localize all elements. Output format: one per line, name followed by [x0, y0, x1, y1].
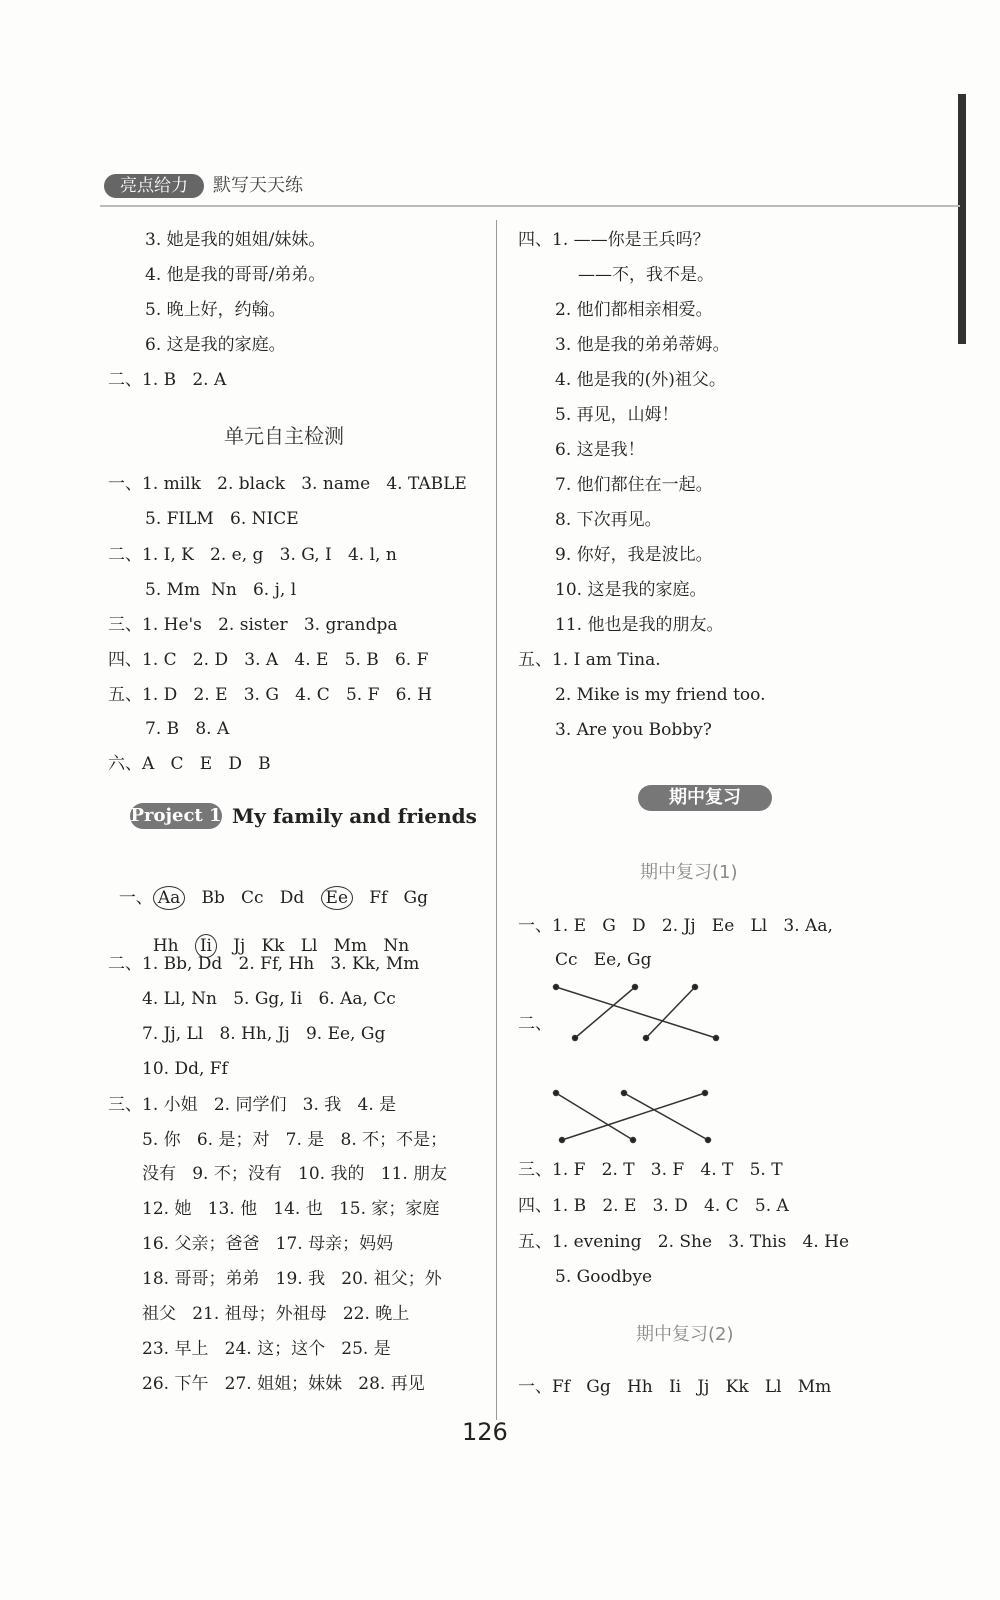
- answer-line: 4. 他是我的(外)祖父。: [555, 370, 726, 390]
- answer-line: 没有 9. 不；没有 10. 我的 11. 朋友: [142, 1164, 448, 1184]
- match-dot: [693, 985, 698, 990]
- answer-line: 5. 你 6. 是；对 7. 是 8. 不；不是；: [142, 1130, 448, 1150]
- match-dot: [554, 985, 559, 990]
- answer-line: 祖父 21. 祖母；外祖母 22. 晚上: [142, 1304, 410, 1324]
- page-number: 126: [462, 1418, 508, 1446]
- match-dot: [714, 1036, 719, 1041]
- alphabet-line: [108, 862, 428, 910]
- answer-line: 4. 他是我的哥哥/弟弟。: [145, 265, 326, 285]
- letter: Gg: [403, 888, 429, 908]
- matching-line: [575, 987, 635, 1038]
- matching-line: [646, 987, 695, 1038]
- answer-line: 5. Mm Nn 6. j, l: [145, 580, 297, 600]
- answer-line: 三、1. He's 2. sister 3. grandpa: [108, 615, 398, 635]
- matching-lines-diagram: [540, 975, 740, 1150]
- answer-line: 2. 他们都相亲相爱。: [555, 300, 713, 320]
- answer-line: 二、1. I, K 2. e, g 3. G, I 4. l, n: [108, 545, 397, 565]
- answer-line: 10. 这是我的家庭。: [555, 580, 707, 600]
- match-dot: [631, 1138, 636, 1143]
- matching-line: [556, 987, 716, 1038]
- answer-line: 一、1. E G D 2. Jj Ee Ll 3. Aa,: [518, 916, 833, 936]
- column-divider: [496, 220, 497, 1420]
- answer-line: Cc Ee, Gg: [555, 950, 652, 970]
- letter: Cc: [241, 888, 264, 908]
- answer-line: 六、A C E D B: [108, 754, 271, 774]
- answer-line: 二、: [518, 1014, 552, 1034]
- circled-letter: Ee: [321, 886, 353, 910]
- page-edge-shadow: [958, 94, 966, 344]
- match-dot: [560, 1138, 565, 1143]
- answer-line: 12. 她 13. 他 14. 也 15. 家；家庭: [142, 1199, 440, 1219]
- letter: Bb: [201, 888, 225, 908]
- item-prefix: 一、: [118, 888, 153, 908]
- answer-line: 6. 这是我！: [555, 440, 645, 460]
- matching-line: [562, 1093, 705, 1140]
- alphabet-line: [142, 910, 409, 958]
- match-dot: [706, 1138, 711, 1143]
- letter: Hh: [152, 936, 179, 956]
- answer-line: 四、1. C 2. D 3. A 4. E 5. B 6. F: [108, 650, 429, 670]
- answer-line: 5. 晚上好，约翰。: [145, 300, 286, 320]
- answer-line: 五、1. evening 2. She 3. This 4. He: [518, 1232, 850, 1252]
- answer-line: 一、1. milk 2. black 3. name 4. TABLE: [108, 474, 467, 494]
- midterm-badge: 期中复习: [638, 785, 772, 811]
- answer-line: 9. 你好，我是波比。: [555, 545, 713, 565]
- answer-line: 一、Ff Gg Hh Ii Jj Kk Ll Mm: [518, 1377, 832, 1397]
- match-dot: [554, 1091, 559, 1096]
- circled-letter: Aa: [153, 886, 185, 910]
- letter: Ff: [369, 888, 388, 908]
- answer-line: 11. 他也是我的朋友。: [555, 615, 724, 635]
- answer-line: 三、1. F 2. T 3. F 4. T 5. T: [518, 1160, 783, 1180]
- match-dot: [622, 1091, 627, 1096]
- answer-line: 三、1. 小姐 2. 同学们 3. 我 4. 是: [108, 1095, 397, 1115]
- answer-line: 5. FILM 6. NICE: [145, 509, 299, 529]
- header-subtitle: 默写天天练: [213, 175, 303, 196]
- header-badge: 亮点给力: [104, 174, 204, 198]
- answer-line: 5. Goodbye: [555, 1267, 653, 1287]
- matching-line: [624, 1093, 708, 1140]
- letter: Dd: [279, 888, 305, 908]
- answer-line: 2. Mike is my friend too.: [555, 685, 766, 705]
- answer-line: 6. 这是我的家庭。: [145, 335, 286, 355]
- match-dot: [633, 985, 638, 990]
- match-dot: [644, 1036, 649, 1041]
- matching-line: [556, 1093, 633, 1140]
- match-dot: [703, 1091, 708, 1096]
- project-badge: Project 1: [130, 803, 222, 829]
- answer-line: 7. B 8. A: [145, 719, 230, 739]
- answer-line: 23. 早上 24. 这；这个 25. 是: [142, 1339, 391, 1359]
- answer-line: 3. Are you Bobby?: [555, 720, 712, 740]
- answer-line: 18. 哥哥；弟弟 19. 我 20. 祖父；外: [142, 1269, 442, 1289]
- answer-line: 10. Dd, Ff: [142, 1059, 228, 1079]
- answer-line: 3. 他是我的弟弟蒂姆。: [555, 335, 730, 355]
- answer-line: 4. Ll, Nn 5. Gg, Ii 6. Aa, Cc: [142, 989, 396, 1009]
- answer-line: 五、1. D 2. E 3. G 4. C 5. F 6. H: [108, 685, 433, 705]
- project-title: My family and friends: [232, 804, 477, 828]
- section-title-review-2: 期中复习(2): [636, 1324, 734, 1345]
- answer-line: 四、1. B 2. E 3. D 4. C 5. A: [518, 1196, 789, 1216]
- answer-line: 7. Jj, Ll 8. Hh, Jj 9. Ee, Gg: [142, 1024, 386, 1044]
- section-title-unit-test: 单元自主检测: [224, 424, 344, 448]
- circled-letter: Ii: [195, 934, 217, 958]
- section-title-review-1: 期中复习(1): [640, 862, 738, 883]
- answer-line: 5. 再见，山姆！: [555, 405, 679, 425]
- answer-line: 二、1. Bb, Dd 2. Ff, Hh 3. Kk, Mm: [108, 954, 420, 974]
- answer-line: 26. 下午 27. 姐姐；妹妹 28. 再见: [142, 1374, 425, 1394]
- answer-line: ——不，我不是。: [578, 265, 714, 285]
- answer-line: 7. 他们都住在一起。: [555, 475, 713, 495]
- answer-line: 四、1. ——你是王兵吗？: [518, 230, 710, 250]
- header-divider: [100, 205, 960, 207]
- answer-line: 16. 父亲；爸爸 17. 母亲；妈妈: [142, 1234, 394, 1254]
- match-dot: [573, 1036, 578, 1041]
- answer-line: 五、1. I am Tina.: [518, 650, 661, 670]
- answer-line: 3. 她是我的姐姐/妹妹。: [145, 230, 326, 250]
- answer-line: 8. 下次再见。: [555, 510, 662, 530]
- letters: Jj Kk Ll Mm Nn: [233, 936, 410, 956]
- answer-line: 二、1. B 2. A: [108, 370, 227, 390]
